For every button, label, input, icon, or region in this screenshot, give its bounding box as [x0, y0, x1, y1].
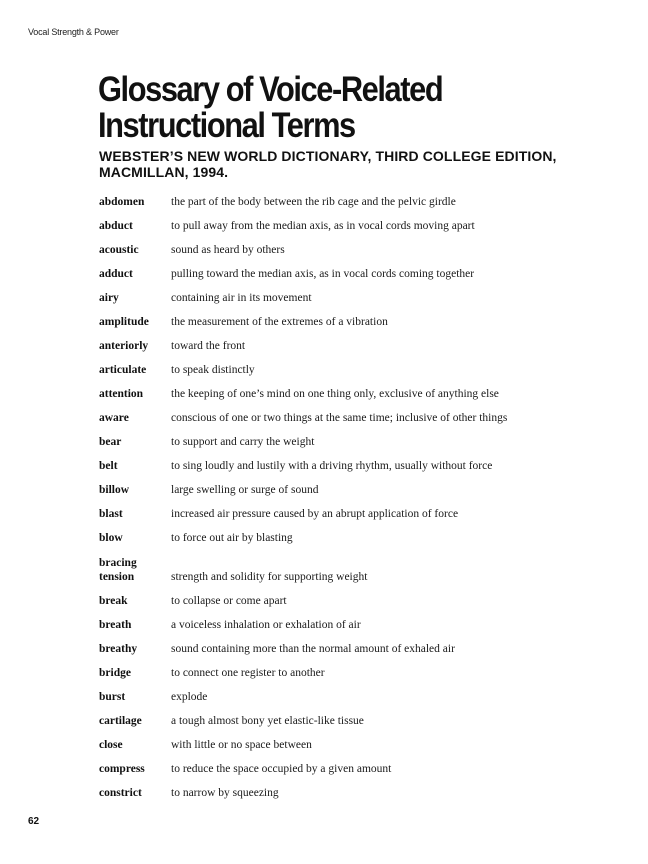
glossary-entry: [99, 449, 579, 473]
glossary-definition: to collapse or come apart: [171, 595, 287, 607]
glossary-definition: explode: [171, 691, 208, 703]
glossary-entry: [99, 545, 579, 584]
page-number: 62: [28, 816, 40, 827]
glossary-entry: [99, 656, 579, 680]
glossary-definition: to support and carry the weight: [171, 436, 315, 448]
source-citation-line-1: WEBSTER’S NEW WORLD DICTIONARY, THIRD COLLEGE EDITION,: [99, 148, 557, 164]
glossary-definition: to sing loudly and lustily with a driving rhythm, usually without force: [171, 460, 493, 472]
glossary-entry: [99, 377, 579, 401]
glossary-term: anteriorly: [99, 340, 149, 352]
glossary-definition: the measurement of the extremes of a vibration: [171, 316, 388, 328]
glossary-entry: [99, 728, 579, 752]
glossary-definition: to speak distinctly: [171, 364, 255, 376]
glossary-entry: [99, 473, 579, 497]
glossary-entry: [99, 281, 579, 305]
glossary-term: compress: [99, 763, 145, 775]
glossary-definition: toward the front: [171, 340, 246, 352]
glossary-definition: to narrow by squeezing: [171, 787, 279, 799]
glossary-definition: to connect one register to another: [171, 667, 325, 679]
source-citation: [99, 148, 569, 180]
glossary-term: blast: [99, 508, 123, 520]
glossary-term: burst: [99, 691, 126, 703]
glossary-definition: a tough almost bony yet elastic-like tissue: [171, 715, 364, 727]
glossary-definition: to reduce the space occupied by a given amount: [171, 763, 392, 775]
page-title-line-1: Glossary of Voice-Related: [98, 70, 443, 109]
glossary-term: belt: [99, 460, 118, 472]
page-title-line-2: Instructional Terms: [98, 106, 355, 145]
glossary-term: blow: [99, 532, 123, 544]
glossary-definition: to force out air by blasting: [171, 532, 293, 544]
glossary-entry: [99, 521, 579, 545]
page-title: [98, 72, 442, 144]
glossary-entry: [99, 584, 579, 608]
glossary-entry: [99, 680, 579, 704]
source-citation-line-2: MACMILLAN, 1994.: [99, 164, 229, 180]
glossary-entry: [99, 497, 579, 521]
glossary-entry: [99, 401, 579, 425]
glossary-definition: increased air pressure caused by an abrupt application of force: [171, 508, 459, 520]
glossary-definition: large swelling or surge of sound: [171, 484, 319, 496]
glossary-term: bridge: [99, 667, 131, 679]
glossary-entry: [99, 305, 579, 329]
glossary-definition: with little or no space between: [171, 739, 312, 751]
glossary-term: close: [99, 739, 123, 751]
glossary-entry: [99, 632, 579, 656]
glossary-entry: [99, 752, 579, 776]
glossary-definition: sound containing more than the normal amount of exhaled air: [171, 643, 455, 655]
glossary-term: [99, 556, 171, 584]
running-head: Vocal Strength & Power: [28, 27, 119, 37]
glossary-definition: containing air in its movement: [171, 292, 312, 304]
glossary-entry: [99, 425, 579, 449]
glossary-list: [99, 185, 579, 800]
glossary-term: cartilage: [99, 715, 142, 727]
glossary-definition: sound as heard by others: [171, 244, 285, 256]
glossary-term: billow: [99, 484, 130, 496]
glossary-term: bear: [99, 436, 122, 448]
glossary-term: aware: [99, 412, 129, 424]
glossary-term: attention: [99, 388, 144, 400]
glossary-term-line-1: bracing: [99, 557, 137, 569]
glossary-entry: [99, 233, 579, 257]
glossary-term: breathy: [99, 643, 138, 655]
glossary-term: constrict: [99, 787, 142, 799]
glossary-term: airy: [99, 292, 119, 304]
glossary-entry: [99, 257, 579, 281]
glossary-entry: [99, 185, 579, 209]
glossary-entry: [99, 704, 579, 728]
glossary-definition: a voiceless inhalation or exhalation of air: [171, 619, 361, 631]
glossary-entry: [99, 776, 579, 800]
glossary-entry: [99, 353, 579, 377]
glossary-entry: [99, 608, 579, 632]
glossary-term: adduct: [99, 268, 133, 280]
glossary-term: breath: [99, 619, 132, 631]
glossary-entry: [99, 209, 579, 233]
glossary-term: amplitude: [99, 316, 149, 328]
glossary-term: acoustic: [99, 244, 139, 256]
glossary-term: break: [99, 595, 128, 607]
glossary-definition: conscious of one or two things at the same time; inclusive of other things: [171, 412, 508, 424]
glossary-term: abduct: [99, 220, 133, 232]
glossary-definition: the part of the body between the rib cage and the pelvic girdle: [171, 196, 456, 208]
glossary-term: abdomen: [99, 196, 145, 208]
glossary-definition: the keeping of one’s mind on one thing only, exclusive of anything else: [171, 388, 499, 400]
glossary-definition: strength and solidity for supporting weight: [171, 571, 368, 583]
glossary-term-line-2: tension: [99, 571, 135, 583]
glossary-definition: pulling toward the median axis, as in vocal cords coming together: [171, 268, 475, 280]
glossary-term: articulate: [99, 364, 147, 376]
glossary-entry: [99, 329, 579, 353]
glossary-definition: to pull away from the median axis, as in vocal cords moving apart: [171, 220, 475, 232]
